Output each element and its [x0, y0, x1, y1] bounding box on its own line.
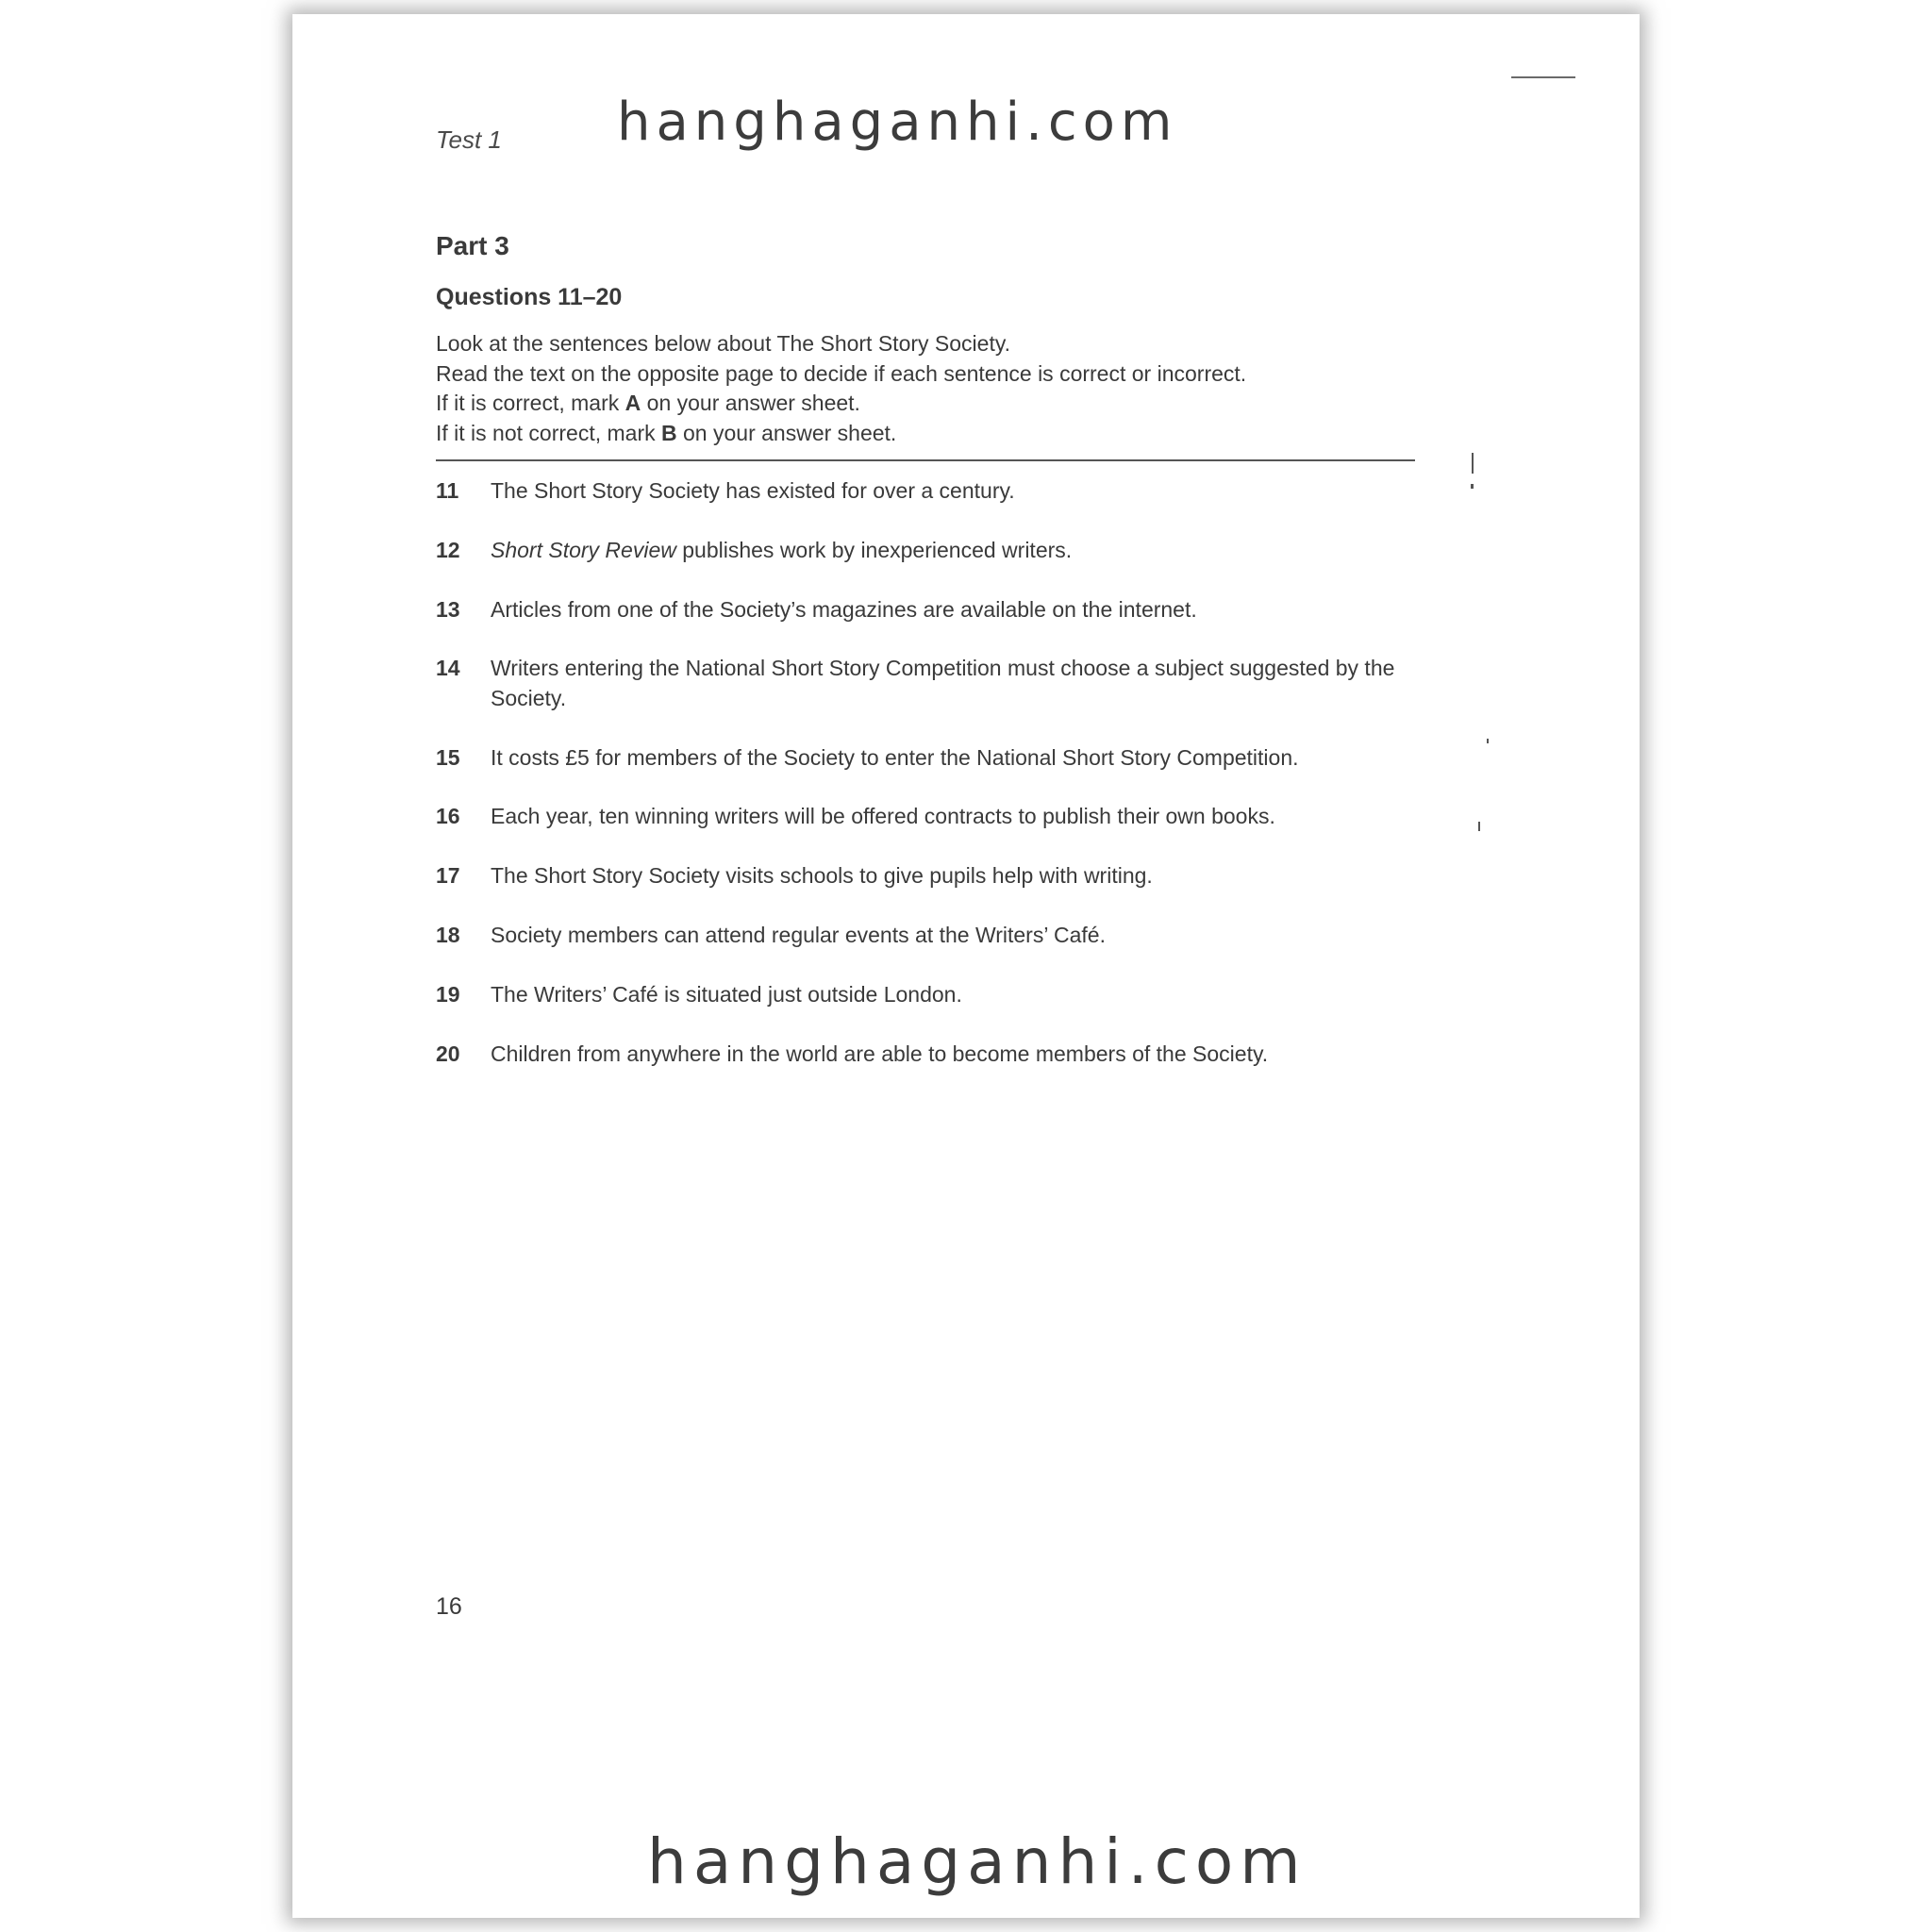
question-number: 19 — [436, 981, 460, 1007]
question-number: 18 — [436, 923, 460, 948]
question-item — [436, 921, 1417, 951]
question-text: Writers entering the National Short Story Competition must choose a subject suggested by the Society. — [491, 656, 1395, 710]
question-number: 16 — [436, 804, 460, 829]
question-number: 20 — [436, 1041, 460, 1066]
answer-letter-a: A — [625, 391, 641, 415]
answer-letter-b: B — [661, 420, 677, 445]
section-divider — [436, 459, 1415, 461]
question-item — [436, 802, 1417, 832]
instruction-text: on your answer sheet. — [641, 391, 860, 415]
running-head: Test 1 — [436, 125, 502, 154]
scan-mark — [1471, 484, 1474, 489]
scan-mark — [1472, 453, 1474, 474]
question-text: The Writers’ Café is situated just outside London. — [491, 981, 962, 1007]
question-item — [436, 536, 1417, 566]
corner-rule — [1511, 76, 1575, 78]
question-text: Children from anywhere in the world are able to become members of the Society. — [491, 1041, 1269, 1066]
instruction-text: If it is not correct, mark — [436, 420, 661, 445]
question-number: 14 — [436, 656, 460, 681]
question-item — [436, 595, 1417, 625]
magazine-title: Short Story Review — [491, 537, 676, 562]
part-title: Part 3 — [436, 231, 509, 260]
watermark-bottom: hanghaganhi.com — [647, 1825, 1307, 1898]
question-text: Articles from one of the Society’s magazines are available on the internet. — [491, 596, 1197, 622]
scan-mark — [1487, 739, 1489, 743]
watermark-top: hanghaganhi.com — [617, 92, 1178, 153]
question-text-rest: publishes work by inexperienced writers. — [675, 537, 1073, 562]
question-text — [491, 536, 1417, 566]
question-item — [436, 743, 1417, 774]
question-number: 15 — [436, 744, 460, 770]
question-item — [436, 861, 1417, 891]
question-text: It costs £5 for members of the Society to enter the National Short Story Competition. — [491, 744, 1299, 770]
instruction-text: on your answer sheet. — [676, 420, 897, 445]
question-list — [436, 476, 1417, 1098]
question-number: 13 — [436, 596, 460, 622]
page-number: 16 — [436, 1593, 462, 1620]
question-item — [436, 980, 1417, 1010]
question-text: Society members can attend regular events at the Writers’ Café. — [491, 923, 1106, 948]
instruction-line-2: Read the text on the opposite page to decide if each sentence is correct or incorrect. — [436, 360, 1247, 386]
questions-title: Questions 11–20 — [436, 284, 623, 310]
document-page — [292, 14, 1640, 1918]
instruction-text: If it is correct, mark — [436, 391, 625, 415]
question-item — [436, 654, 1417, 713]
instruction-line-4 — [436, 419, 1246, 449]
instructions — [436, 329, 1246, 448]
question-number: 12 — [436, 537, 460, 562]
question-item — [436, 476, 1417, 507]
instruction-line-3 — [436, 389, 1246, 419]
question-text: The Short Story Society visits schools to give pupils help with writing. — [491, 863, 1153, 889]
question-number: 11 — [436, 478, 459, 503]
instruction-line-1: Look at the sentences below about The Short Story Society. — [436, 331, 1011, 356]
question-text: The Short Story Society has existed for over a century. — [491, 478, 1015, 503]
question-text: Each year, ten winning writers will be offered contracts to publish their own books. — [491, 804, 1275, 829]
scan-mark — [1478, 822, 1480, 831]
question-number: 17 — [436, 863, 460, 889]
question-item — [436, 1040, 1417, 1070]
